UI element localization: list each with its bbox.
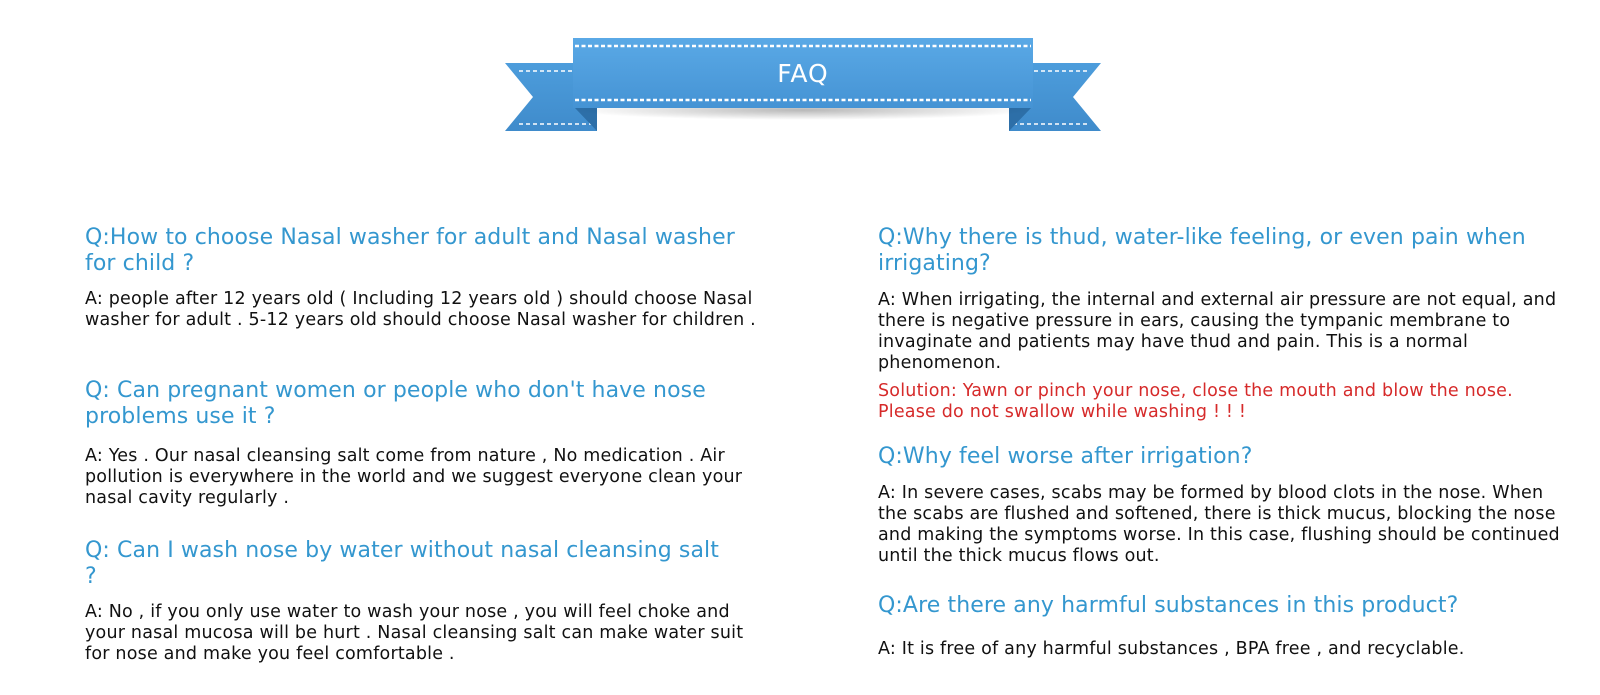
faq-question: Q:Why there is thud, water-like feeling, or even pain when irrigating?	[878, 225, 1526, 276]
faq-answer: A: No , if you only use water to wash your nose , you will feel choke and your nasal mucosa will be hurt . Nasal cleansing salt can make water suit for nose and make you feel comfortable .	[85, 602, 744, 664]
faq-solution-note: Solution: Yawn or pinch your nose, close the mouth and blow the nose. Please do not swallow while washing ! ! !	[878, 381, 1513, 422]
faq-question: Q:Why feel worse after irrigation?	[878, 444, 1253, 469]
faq-answer: A: It is free of any harmful substances , BPA free , and recyclable.	[878, 639, 1465, 659]
faq-answer: A: In severe cases, scabs may be formed by blood clots in the nose. When the scabs are flushed and softened, there is thick mucus, blocking the nose and making the symptoms worse. In this case, flushing should be continued until the thick mucus flows out.	[878, 483, 1560, 566]
faq-item-water-only	[85, 538, 745, 665]
faq-item-pregnant-women	[85, 378, 750, 509]
faq-question: Q:How to choose Nasal washer for adult and Nasal washer for child ?	[85, 225, 735, 276]
banner-title: FAQ	[777, 59, 829, 88]
faq-item-thud-feeling	[878, 225, 1568, 423]
faq-answer: A: people after 12 years old ( Including 12 years old ) should choose Nasal washer for adult . 5-12 years old should choose Nasal washer for children .	[85, 289, 756, 330]
faq-question: Q:Are there any harmful substances in this product?	[878, 593, 1459, 618]
faq-item-choose-washer	[85, 225, 765, 331]
faq-banner	[505, 38, 1101, 138]
faq-item-harmful-substances	[878, 593, 1578, 660]
faq-answer: A: Yes . Our nasal cleansing salt come from nature , No medication . Air pollution is everywhere in the world and we suggest everyone clean your nasal cavity regularly .	[85, 446, 743, 508]
faq-answer: A: When irrigating, the internal and external air pressure are not equal, and there is negative pressure in ears, causing the tympanic membrane to invaginate and patients may have thud and pain. This is a normal phenomenon.	[878, 290, 1557, 373]
faq-item-feel-worse	[878, 444, 1578, 567]
faq-question: Q: Can I wash nose by water without nasal cleansing salt ?	[85, 538, 719, 589]
faq-question: Q: Can pregnant women or people who don't have nose problems use it ?	[85, 378, 706, 429]
